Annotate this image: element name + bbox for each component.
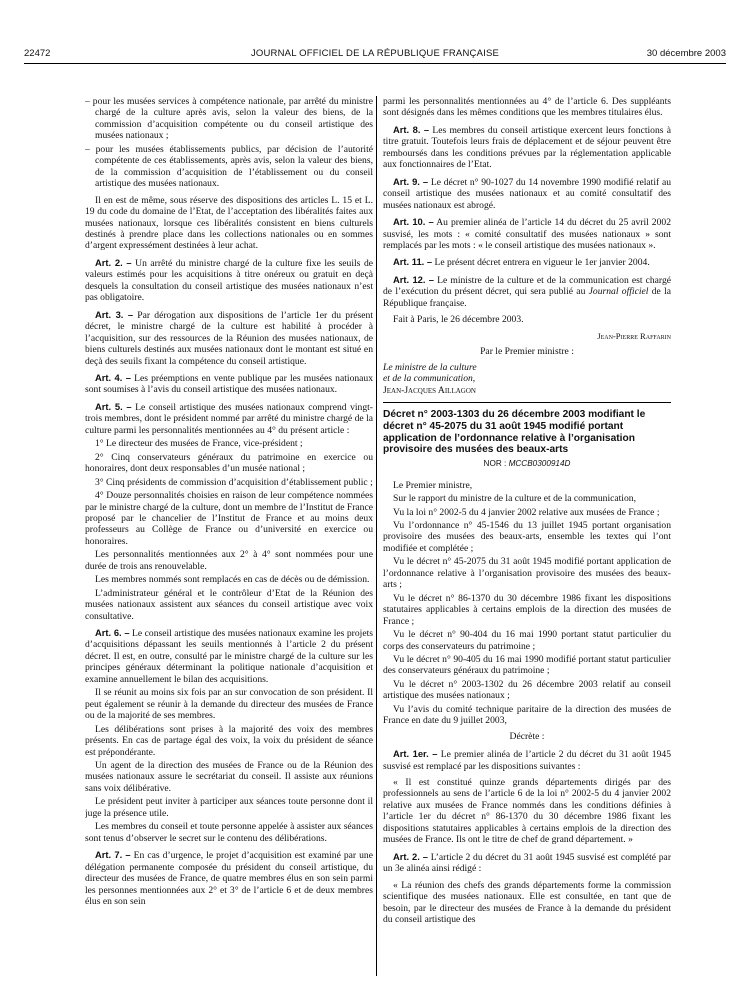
visa: Vu le décret n° 90-405 du 16 mai 1990 modifié portant statut particulier des conservateurs généraux du patrimoine ;	[383, 653, 671, 677]
visa: Vu le décret n° 2003-1302 du 26 décembre 2003 relatif au conseil artistique des musées nationaux ;	[383, 678, 671, 702]
bullet-item: – pour les musées services à compétence nationale, par arrêté du ministre chargé de la culture après avis, selon la valeur des biens, de la commission d’acquisition compétente ou du conseil artistique des musées nationaux ;	[85, 96, 373, 142]
paragraph: Les délibérations sont prises à la majorité des voix des membres présents. En cas de partage égal des voix, la voix du président de séance est prépondérante.	[85, 723, 373, 758]
visa: Vu l’ordonnance n° 45-1546 du 13 juillet 1945 portant organisation provisoire des musées des beaux-arts, ensemble les textes qui l’ont modifiée et complétée ;	[383, 519, 671, 554]
quoted-text: « La réunion des chefs des grands départements forme la commission scientifique des musées nationaux. Elle est consultée, en tant que de besoin, par le directeur des musées de France à la demande du président du conseil artistique des	[383, 879, 671, 926]
signatory-name: Jean-Pierre Raffarin	[597, 330, 671, 341]
article-label: Art. 6. –	[95, 627, 130, 639]
article-2	[85, 257, 373, 304]
article-text: Au premier alinéa de l’article 14 du décret du 25 avril 2002 susvisé, les mots : « comité consultatif des musées nationaux » sont remplacés par les mots : « le conseil artistique des musées nationaux ».	[383, 217, 671, 251]
page-header	[24, 48, 726, 62]
page-number: 22472	[24, 48, 51, 59]
paragraph: L’administrateur général et le contrôleur d’Etat de la Réunion des musées nationaux assistent aux séances du conseil artistique avec voix consultative.	[85, 587, 373, 622]
article-text: Le présent décret entrera en vigueur le 1er janvier 2004.	[432, 257, 650, 269]
article-9	[383, 176, 671, 211]
article-label: Art. 3. –	[95, 308, 134, 320]
article-text: Le ministre de la culture et de la communication est chargé de l’exécution du présent décret, qui sera publié au	[383, 274, 671, 298]
article-text: L’article 2 du décret du 31 août 1945 susvisé est complété par un 3e alinéa ainsi rédigé :	[383, 851, 671, 875]
minister-name: Jean-Jacques Aillagon	[383, 384, 476, 396]
paragraph: parmi les personnalités mentionnées au 4° de l’article 6. Des suppléants sont désignés dans les mêmes conditions que les membres titulaires élus.	[383, 96, 671, 119]
nor-label: NOR :	[483, 459, 509, 469]
nor-code: MCCB0300914D	[508, 459, 571, 469]
article-text: Le conseil artistique des musées nationaux comprend vingt-trois membres, dont le président nommé par arrêté du ministre chargé de la culture parmi les personnalités mentionnées au 4° du présent article :	[85, 401, 373, 436]
visa: Vu la loi n° 2002-5 du 4 janvier 2002 relative aux musées de France ;	[393, 506, 660, 518]
article-3	[85, 309, 373, 367]
article-text: Les membres du conseil artistique exercent leurs fonctions à titre gratuit. Toutefois leurs frais de déplacement et de séjour peuvent être remboursés dans les conditions prévues par la réglementation applicable aux fonctionnaires de l’Etat.	[383, 124, 671, 171]
article-text: Le conseil artistique des musées nationaux examine les projets d’acquisitions dépassant les seuils mentionnés à l’article 2 du présent décret. Il est, en outre, consulté par le ministre chargé de la culture sur les principes généraux déterminant la politique nationale d’acquisition et examine annuellement le bilan des acquisitions.	[85, 628, 373, 685]
article-label: Art. 11. –	[393, 256, 433, 268]
visa: Vu le décret n° 86-1370 du 30 décembre 1986 fixant les dispositions statutaires applicables à certains emplois de la direction des musées de France ;	[383, 592, 671, 627]
journal-name: Journal officiel	[588, 286, 649, 298]
paragraph: Les membres nommés sont remplacés en cas de décès ou de démission.	[95, 574, 370, 586]
list-item: 4° Douze personnalités choisies en raison de leur compétence nommées par le ministre chargé de la culture, dont un membre de l’Institut de France proposé par le chancelier de l’Institut de France et au moins deux professeurs au Collège de France ou d’université en exercice ou honoraires.	[85, 490, 373, 547]
article-text: Par dérogation aux dispositions de l’article 1er du présent décret, le ministre chargé de la culture est habilité à procéder à l’acquisition, sur des ressources de la Réunion des musées nationaux, de biens culturels destinés aux musées nationaux dont le montant est situé en deçà des seuils fixant la compétence du conseil artistique.	[85, 309, 373, 367]
minister-title: Le ministre de la culture	[383, 361, 477, 373]
paragraph: Les membres du conseil et toute personne appelée à assister aux séances sont tenus d’observer le secret sur le contenu des délibérations.	[85, 821, 373, 844]
article-4	[85, 372, 373, 396]
article-label: Art. 2. –	[95, 256, 132, 268]
article-text: Les préemptions en vente publique par les musées nationaux sont soumises à l’avis du conseil artistique des musées nationaux.	[85, 372, 373, 396]
article-12	[383, 274, 671, 309]
quoted-text: « Il est constitué quinze grands départements dirigés par des professionnels au sens de l’article 6 de la loi n° 2002-5 du 4 janvier 2002 relative aux musées de France nommés dans les conditions définies à l’article 1er du décret n° 86-1370 du 30 décembre 1986 fixant les dispositions statutaires applicables à certains emplois de la direction des musées de France. Ils ont le titre de chef de grand département. »	[383, 777, 671, 846]
paragraph: Un agent de la direction des musées de France ou de la Réunion des musées nationaux assure le secrétariat du conseil. Il assiste aux réunions sans voix délibérative.	[85, 760, 373, 794]
article-text: de la République française.	[383, 286, 671, 309]
article-2-new	[383, 851, 671, 875]
article-6	[85, 627, 373, 685]
article-text: En cas d’urgence, le projet d’acquisition est examiné par une délégation permanente composée du président du conseil artistique, du directeur des musées de France, de quatre membres élus en son sein parmi les personnes mentionnées aux 2° et 3° de l’article 6 et de deux membres élus en son sein	[85, 850, 373, 907]
article-1	[383, 748, 671, 772]
article-5	[85, 401, 373, 436]
list-item: 2° Cinq conservateurs généraux du patrimoine en exercice ou honoraires, dont deux responsables d’un musée national ;	[85, 451, 373, 475]
article-label: Art. 8. –	[393, 123, 430, 135]
article-11	[383, 256, 671, 268]
visa: Vu l’avis du comité technique paritaire de la direction des musées de France en date du 9 juillet 2003,	[383, 703, 671, 727]
journal-title: JOURNAL OFFICIEL DE LA RÉPUBLIQUE FRANÇAISE	[250, 48, 500, 59]
visa: Vu le décret n° 90-404 du 16 mai 1990 portant statut particulier du corps des conservateurs du patrimoine ;	[383, 629, 671, 652]
issue-date: 30 décembre 2003	[646, 48, 726, 59]
article-text: Un arrêté du ministre chargé de la culture fixe les seuils de valeurs estimés pour les acquisitions à titre onéreux ou gratuit en deçà desquels la consultation du conseil artistique des musées nationaux n’est pas obligatoire.	[85, 257, 373, 304]
paragraph: Sur le rapport du ministre de la culture et de la communication,	[393, 493, 636, 505]
column-divider	[376, 96, 377, 976]
article-label: Art. 1er. –	[393, 748, 438, 760]
list-item: 3° Cinq présidents de commission d’acquisition d’établissement public ;	[95, 476, 373, 488]
visa: Vu le décret n° 45-2075 du 31 août 1945 modifié portant application de l’ordonnance relative à l’organisation provisoire des musées des beaux-arts ;	[383, 556, 671, 591]
article-label: Art. 10. –	[393, 216, 434, 228]
minister-title: et de la communication,	[383, 373, 476, 385]
article-label: Art. 2. –	[393, 850, 428, 862]
decree-title: Décret n° 2003-1303 du 26 décembre 2003 modifiant le décret n° 45-2075 du 31 août 1945 modifié portant application de l’ordonnance relative à l’organisation provisoire des musées des beaux-arts	[383, 408, 646, 456]
article-label: Art. 9. –	[393, 175, 429, 187]
paragraph: Il en est de même, sous réserve des dispositions des articles L. 15 et L. 19 du code du domaine de l’Etat, de l’acceptation des libéralités faites aux musées nationaux, lorsque ces libéralités consistent en biens culturels destinés à prendre place dans les collections nationales ou en sommes d’argent expressément destinées à leur achat.	[85, 194, 373, 252]
paragraph: Les personnalités mentionnées aux 2° à 4° sont nommées pour une durée de trois ans renouvelable.	[85, 549, 373, 572]
nor-reference	[383, 458, 671, 469]
article-10	[383, 216, 671, 251]
right-column	[383, 96, 671, 986]
article-text: Le décret n° 90-1027 du 14 novembre 1990 modifié relatif au conseil artistique des musées nationaux et au comité consultatif des musées nationaux est abrogé.	[383, 176, 671, 211]
article-7	[85, 849, 373, 907]
article-8	[383, 124, 671, 171]
decrete-heading: Décrète :	[509, 730, 545, 742]
section-divider	[383, 402, 671, 403]
paragraph: Il se réunit au moins six fois par an sur convocation de son président. Il peut également se réunir à la demande du directeur des musées de France ou de la majorité de ses membres.	[85, 687, 373, 722]
article-label: Art. 7. –	[95, 849, 131, 861]
article-text: Le premier alinéa de l’article 2 du décret du 31 août 1945 susvisé est remplacé par les dispositions suivantes :	[383, 749, 671, 772]
bullet-item: – pour les musées établissements publics, par décision de l’autorité compétente de ces établissements, après avis, selon la valeur des biens, de la commission d’acquisition de l’établissement ou du conseil artistique des musées nationaux.	[85, 143, 373, 190]
header-rule	[24, 63, 726, 64]
article-label: Art. 4. –	[95, 371, 131, 383]
article-label: Art. 5. –	[95, 400, 132, 412]
signature-place-date: Fait à Paris, le 26 décembre 2003.	[393, 314, 524, 326]
article-label: Art. 12. –	[393, 273, 435, 285]
paragraph: Le président peut inviter à participer aux séances toute personne dont il juge la présence utile.	[85, 796, 373, 819]
left-column	[85, 96, 373, 986]
paragraph: Le Premier ministre,	[393, 479, 473, 491]
par-premier-ministre: Par le Premier ministre :	[480, 346, 574, 358]
list-item: 1° Le directeur des musées de France, vice-président ;	[95, 438, 303, 450]
